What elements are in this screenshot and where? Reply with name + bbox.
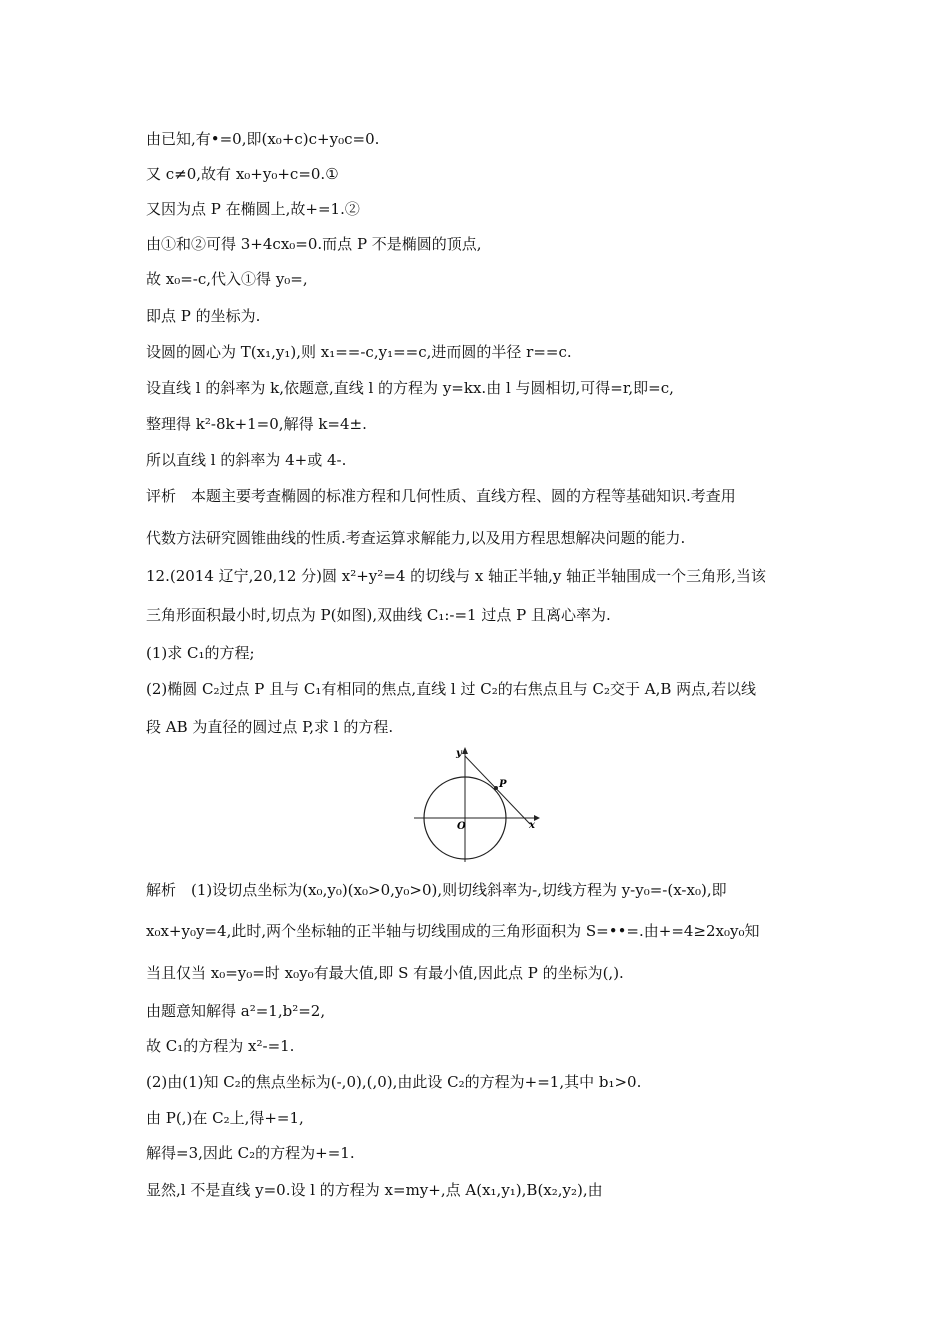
origin-label: O	[457, 821, 466, 832]
text-line: 代数方法研究圆锥曲线的性质.考查运算求解能力,以及用方程思想解决问题的能力.	[146, 529, 686, 547]
tangent-line	[465, 756, 530, 824]
text-line: 即点 P 的坐标为.	[146, 307, 261, 325]
text-line: 由①和②可得 3+4cx₀=0.而点 P 不是椭圆的顶点,	[146, 235, 482, 253]
text-line: 段 AB 为直径的圆过点 P,求 l 的方程.	[146, 718, 394, 736]
text-line: 故 x₀=-c,代入①得 y₀=,	[146, 270, 308, 288]
text-line: 解析 (1)设切点坐标为(x₀,y₀)(x₀>0,y₀>0),则切线斜率为-,切线方程为 y-y₀=-(x-x₀),即	[146, 881, 727, 899]
text-line: (2)椭圆 C₂过点 P 且与 C₁有相同的焦点,直线 l 过 C₂的右焦点且与 C₂交于 A,B 两点,若以线	[146, 680, 756, 698]
text-line: 由 P(,)在 C₂上,得+=1,	[146, 1109, 304, 1127]
text-line: 解得=3,因此 C₂的方程为+=1.	[146, 1144, 355, 1162]
text-line: (2)由(1)知 C₂的焦点坐标为(-,0),(,0),由此设 C₂的方程为+=1,其中 b₁>0.	[146, 1073, 642, 1091]
text-line: 12.(2014 辽宁,20,12 分)圆 x²+y²=4 的切线与 x 轴正半轴,y 轴正半轴围成一个三角形,当该	[146, 567, 766, 585]
text-line: 显然,l 不是直线 y=0.设 l 的方程为 x=my+,点 A(x₁,y₁),B(x₂,y₂),由	[146, 1181, 603, 1199]
point-label: P	[499, 779, 507, 790]
text-line: 设圆的圆心为 T(x₁,y₁),则 x₁==-c,y₁==c,进而圆的半径 r==c.	[146, 343, 572, 361]
text-line: 设直线 l 的斜率为 k,依题意,直线 l 的方程为 y=kx.由 l 与圆相切,可得=r,即=c,	[146, 379, 674, 397]
x-axis-label: x	[529, 820, 535, 831]
circle-tangent-figure	[410, 744, 542, 866]
text-line: 评析 本题主要考查椭圆的标准方程和几何性质、直线方程、圆的方程等基础知识.考查用	[146, 487, 736, 505]
text-line: 所以直线 l 的斜率为 4+或 4-.	[146, 451, 347, 469]
text-line: (1)求 C₁的方程;	[146, 644, 255, 662]
text-line: 由已知,有•=0,即(x₀+c)c+y₀c=0.	[146, 130, 380, 148]
text-line: 三角形面积最小时,切点为 P(如图),双曲线 C₁:-=1 过点 P 且离心率为.	[146, 606, 611, 624]
text-line: 又 c≠0,故有 x₀+y₀+c=0.①	[146, 165, 339, 183]
text-line: 由题意知解得 a²=1,b²=2,	[146, 1002, 326, 1020]
tangent-point	[494, 786, 498, 790]
text-line: 整理得 k²-8k+1=0,解得 k=4±.	[146, 415, 367, 433]
text-line: x₀x+y₀y=4,此时,两个坐标轴的正半轴与切线围成的三角形面积为 S=••=.由+=4≥2x₀y₀知	[146, 922, 760, 940]
y-axis-label: y	[456, 748, 462, 759]
text-line: 当且仅当 x₀=y₀=时 x₀y₀有最大值,即 S 有最小值,因此点 P 的坐标为(,).	[146, 964, 624, 982]
text-line: 又因为点 P 在椭圆上,故+=1.②	[146, 200, 360, 218]
text-line: 故 C₁的方程为 x²-=1.	[146, 1037, 295, 1055]
y-axis-arrow	[462, 747, 468, 754]
